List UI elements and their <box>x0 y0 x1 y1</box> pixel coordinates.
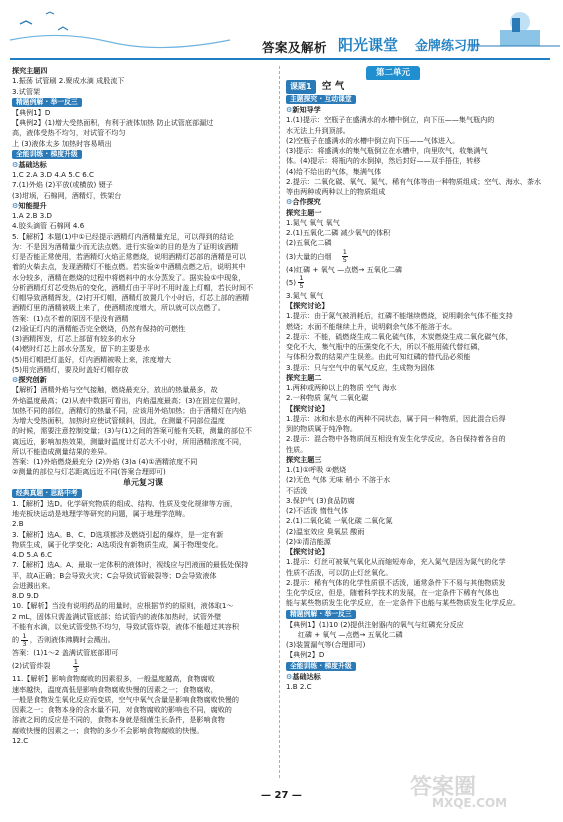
text-line: 灯是否能正常使用，若酒精灯火焰正常燃烧，说明酒精灯芯部的酒精是可以 <box>12 252 247 261</box>
text-line: 性质不活泼，可以防止灯丝氧化。 <box>286 567 393 577</box>
text-line: 【解析】酒精外焰与空气接触，燃烧最充分，放出的热量最多，故 <box>12 385 218 395</box>
watermark-url: MXQE.COM <box>432 796 508 810</box>
fraction <box>73 659 79 674</box>
text-line: 1.B 2.C <box>286 681 312 691</box>
section-tag: 全能训练 · 梯度升级 <box>12 150 82 159</box>
reaction-equation: 红磷 + 氧气 —点燃→ 五氧化二磷 <box>298 630 403 639</box>
text-line: (3)坩埚，石棉网，酒精灯，铁架台 <box>12 190 122 200</box>
fraction-numerator: 1 <box>299 274 304 283</box>
text-line: 7.【解析】选A。A、最取一定体积的液体时，视线应与凹液面的最低处保持 <box>12 560 249 570</box>
text-line: 燃烧；水面不能继续上升，说明剩余气体不能溶于水。 <box>286 321 457 331</box>
watermark-logo: 答案圈 <box>410 774 477 800</box>
text-line: 灯帽导致酒精挥发，(2)打开灯帽，酒精灯放置几个小时后，灯芯上部的酒精 <box>12 293 250 302</box>
text-line: 2.(1)二氧化硫 一氧化碳 二氧化氮 <box>286 516 393 526</box>
text-line: (2)①清洁能源 <box>286 536 331 546</box>
subsection-heading: ⚙ 探究创新 <box>12 375 47 385</box>
text-line: (2)不活泼 惰性气体 <box>286 506 348 515</box>
text-line: 为：不是因为酒精量少而无法点燃。进行实验②的目的是为了证明该酒精 <box>12 241 239 251</box>
text-line: 1.(1)提示：空瓶子在盛满水的水槽中倒立，向下压——集气瓶内的 <box>286 115 495 125</box>
text-line: 7.(1)外焰 (2)平放(或横放) 镊子 <box>12 180 113 190</box>
text-line: ②测量的部位与灯芯距离远近不同(答案合理即可) <box>12 467 166 477</box>
text-line: 【典例2】(1)增大受热面积，有利于液体加热 防止试管底部漏过 <box>12 118 214 127</box>
text-line: 2.提示：稀有气体的化学性质很不活泼，通常条件下不易与其他物质发 <box>286 577 506 587</box>
fraction-numerator: 1 <box>342 248 347 256</box>
text-line: 11.【解析】影响食物腐败的因素很多，一般温度越高，食物腐败 <box>12 674 215 684</box>
text-line: 水分较多，酒精在燃烧的过程中将燃料中的水分蒸发了。据实验①中现象， <box>12 272 246 282</box>
fraction-denominator: 5 <box>299 282 304 291</box>
text-line: 1.提示：由于氮气被消耗后，红磷不能继续燃烧，说明剩余气体不能支持 <box>286 311 513 321</box>
text-line: 速率越快，温度高低是影响食物腐败快慢的因素之一；食物腐败， <box>12 684 218 694</box>
text-line: 不能有水滴，以免试管受热不均匀，导致试管炸裂，液体不能超过其容积 <box>12 621 239 631</box>
text-line: 3.【解析】选A。B、C、D选项都涉及燃烧引起的爆炸，是一定有新 <box>12 529 224 539</box>
text-line: 能与某些物质发生化学反应，在一定条件下也能与某些物质发生化学反应。 <box>286 598 521 608</box>
left-column <box>12 66 274 746</box>
text-fragment: 的 <box>12 635 20 644</box>
text-line: 腐败快慢的因素之一；食物的多少不会影响食物腐败的快慢。 <box>12 725 204 735</box>
text-line: 10.【解析】当没有说明药品的用量时，应根据节约的原则，液体取1～ <box>12 601 234 611</box>
fraction-denominator: 3 <box>22 639 27 648</box>
text-fragment: (5) <box>286 277 297 287</box>
subsection-heading: ⚙ 新知导学 <box>286 105 321 115</box>
text-line: 1.C 2.A 3.D 4.A 5.C 6.C <box>12 170 94 179</box>
page-header <box>0 0 563 62</box>
reaction-equation: (4)红磷 + 氧气 —点燃→ 五氧化二磷 <box>286 264 403 274</box>
text-line: 【探究讨论】 <box>286 301 329 310</box>
unit-heading: 第二单元 <box>366 66 420 80</box>
text-line: 答案：(1)1～2 盖满试管底部即可 <box>12 648 119 657</box>
text-line: 性质。 <box>286 444 308 454</box>
right-column <box>286 66 551 692</box>
text-line: 12.C <box>12 735 29 745</box>
text-line: (2)空瓶子在盛满水的水槽中倒立向下压——气体进入。 <box>286 135 460 145</box>
text-line: 探究主题一 <box>286 207 322 217</box>
text-line: 到的物质属于纯净物。 <box>286 424 357 433</box>
text-line: 不活泼 <box>286 485 308 495</box>
fraction-numerator: 1 <box>22 632 27 640</box>
text-line: 加热不同的部位，酒精灯的热量不同，应该用外焰加热；由于酒精灯在内焰 <box>12 405 247 415</box>
text-line: 【典例1】D <box>12 107 51 117</box>
section-tag: 经典真题 · 思路中考 <box>12 489 82 498</box>
text-line: (5)用灯帽把灯盖好，灯内酒精被吸上来，浓度增大 <box>12 354 172 364</box>
fraction-denominator: 5 <box>342 256 347 264</box>
text-line: 2.一种物质 氮气 二氧化碳 <box>286 393 369 403</box>
text-line: 探究主题四 <box>12 66 48 75</box>
text-line: 2.提示：混合物中各物质间互相没有发生化学反应，各自保持着各自的 <box>286 434 506 444</box>
text-line: 2.(1)五氧化二磷 减少氧气的体积 <box>286 228 391 237</box>
fraction-numerator: 1 <box>73 658 78 666</box>
section-tag: 精题例解 · 举一反三 <box>12 98 82 107</box>
text-line: 一般是食物发生氧化反应而变质，空气中氧气含量是影响食物腐败快慢的 <box>12 694 239 704</box>
text-line: 8.D 9.D <box>12 591 39 600</box>
text-line: (4)给不给出的气体，集满气体 <box>286 166 382 176</box>
text-line: 4.胶头滴管 石棉网 4.6 <box>12 221 85 231</box>
column-divider <box>279 66 280 778</box>
text-line: (3)酒精挥发，灯芯上部留有较多的水分 <box>12 334 136 343</box>
text-line: 3.保护气 (3)食品防腐 <box>286 495 355 505</box>
text-line: 平，故A正确；B会导致火灾；C会导致试管破裂等；D会导致液体 <box>12 570 217 580</box>
text-line: 1.A 2.B 3.D <box>12 211 52 220</box>
fraction-denominator: 3 <box>73 665 78 674</box>
text-line: 探究主题二 <box>286 372 322 382</box>
text-line: 水无法上升到顶部。 <box>286 125 350 135</box>
text-line: 探究主题三 <box>286 454 322 464</box>
text-line: (2)温室效应 臭氧层 酸雨 <box>286 526 365 536</box>
text-line: 2.提示：不能，硫燃烧生成二氧化硫气体，木炭燃烧生成二氧化碳气体， <box>286 331 513 341</box>
text-line: 答案：(1)外焰燃烧最充分 (2)外焰 (3)a (4)①酒精浓度不同 <box>12 457 198 466</box>
text-line: 2.B <box>12 519 24 529</box>
text-line: 上 (3)液体太多 加热时容易喷出 <box>12 138 112 148</box>
text-line: 【探究讨论】 <box>286 403 329 413</box>
text-line: 1.【解析】选D。化学研究物质的组成、结构、性质及变化规律等方面， <box>12 498 238 508</box>
text-line: 答案：(1)点不着的原因不是没有酒精 <box>12 313 129 323</box>
subsection-heading: ⚙ 知能提升 <box>12 201 47 211</box>
text-line: 5.【解析】本题(1)中①已经提示酒精灯内酒精量充足，可以得到的结论 <box>12 231 234 241</box>
lesson-heading <box>286 80 551 94</box>
text-line: 1.提示：冰和水是水的两种不同状态，属于同一种物质，因此混合后得 <box>286 413 506 423</box>
text-line: 为增大受热面积，加热时应使试管倾斜，因此，在测量不同部位温度 <box>12 416 225 425</box>
text-line: 1.振荡 试管刷 2.聚成水滴 成股流下 <box>12 76 125 86</box>
text-line: 等由两种或两种以上的物质组成 <box>286 187 386 196</box>
text-line: (5)用完酒精灯，要及时盖好灯帽存放 <box>12 364 129 374</box>
header-brand: 阳光课堂 <box>338 36 399 54</box>
text-line: 1.提示：灯丝可被氧气氧化从而缩短寿命，充入氮气是因为氮气的化学 <box>286 557 506 567</box>
text-line: 4.D 5.A 6.C <box>12 550 53 559</box>
section-tag: 全能训练 · 梯度升级 <box>286 662 356 671</box>
fraction <box>298 275 304 290</box>
text-line: 1.氮气 氧气 氧气 <box>286 217 340 227</box>
lesson-badge: 课题1 <box>286 80 316 94</box>
text-line: 着的火柴去点，发现酒精灯不能点燃。若实验②中酒精点燃之后，说明其中 <box>12 262 246 272</box>
fraction <box>21 633 27 648</box>
text-line: 3.氮气 氧气 <box>286 290 324 300</box>
text-line: 3.试管架 <box>12 86 41 96</box>
text-line: 变化不大，集气瓶中的压强变化不大，所以不能用硫代替红磷， <box>286 342 485 351</box>
text-line: (2)无色 气体 无味 稍小 不溶于水 <box>286 475 391 485</box>
text-line: 离远近，影响加热效果，测量时温度计灯芯大不小时，所用酒精浓度不同， <box>12 436 247 446</box>
header-rule <box>10 58 550 60</box>
text-line: (3)提示：将盛满水的集气瓶倒立在水槽中，向里吹气，收集满气 <box>286 146 488 155</box>
section-tag: 主题探究 · 互动课堂 <box>286 95 356 104</box>
text-fragment: (3)大量的白烟 <box>286 251 332 261</box>
text-line: (2)五氧化二磷 <box>286 238 332 248</box>
text-line: 生化学反应，但是，随着科学技术的发展，在一定条件下稀有气体也 <box>286 588 499 597</box>
text-line: (2)验证灯内的酒精能否完全燃烧，仍然有保持的可燃性 <box>12 323 186 333</box>
text-line: 因素之一；食物本身的含水量不同，对食物腐败的影响也不同，腐败的 <box>12 705 232 714</box>
text-line: 高，液体受热不均匀，对试管不均匀 <box>12 128 126 138</box>
subsection-heading: ⚙ 基础达标 <box>286 672 321 682</box>
text-line: 所以不能造成测量结果的差异。 <box>12 446 112 456</box>
text-line: 分析酒精灯灯芯受热后的变化，酒精灯由于平时不用时盖上灯帽，若长时间不 <box>12 282 254 292</box>
text-line: 1.(1)①呼吸 ②燃烧 <box>286 465 347 474</box>
text-line: 1.两种或两种以上的物质 空气 海水 <box>286 383 397 392</box>
header-subtitle: 金牌练习册 <box>415 39 481 54</box>
text-line: 【典例1】(1)10 (2)提供注射器内的氧气与红磷充分反应 <box>286 619 464 629</box>
text-line: 物质生成，属于化学变化；A选项没有新物质生成，属于物理变化。 <box>12 539 223 549</box>
text-line: 会迸溅出来。 <box>12 580 55 590</box>
text-line: 地壳板块运动是地理学等研究的问题，属于地理学范畴。 <box>12 509 190 518</box>
text-fragment: (2)试管炸裂 <box>12 661 51 671</box>
unit-review-heading: 单元复习课 <box>123 477 163 487</box>
header-title: 答案及解析 <box>262 40 328 55</box>
text-line: 体。(4)提示：将瓶内的水倒掉，然后封好——双手捂住，转移 <box>286 156 481 166</box>
section-tag: 精题例解 · 举一反三 <box>286 610 356 619</box>
text-line: (3)装置漏气等(合理即可) <box>286 640 366 649</box>
page-number: — 27 — <box>261 790 302 801</box>
text-line: 2 mL，固体只需盖满试管底部；给试管内的液体加热时，试管外壁 <box>12 611 222 621</box>
text-line: 的时候，需要注意控制变量；(3)与(1)之间的答案可能有关联，测量的部位不 <box>12 426 253 436</box>
text-line: 【典例2】D <box>286 650 325 660</box>
text-line: 3.提示：只与空气中的氧气反应，生成物为固体 <box>286 362 435 372</box>
text-line: 【探究讨论】 <box>286 547 329 556</box>
text-line: 溶液之间的反应是不同的，食物本身就是细菌生长条件，是影响食物 <box>12 715 225 725</box>
subsection-heading: ⚙ 基础达标 <box>12 160 47 170</box>
fraction <box>342 249 348 264</box>
subsection-heading: ⚙ 合作探究 <box>286 197 321 207</box>
text-line: 2.提示：二氧化碳、氧气、氮气、稀有气体等由一种物质组成；空气、海水、茶水 <box>286 176 542 186</box>
text-line: 与体积分数的结果产生误差。由此可知红磷的替代品必须能 <box>286 352 471 362</box>
text-line: (4)燃时灯芯上部水分蒸发，留下的主要是水 <box>12 344 150 354</box>
text-fragment: ，否则液体沸腾时会溅出。 <box>29 635 115 644</box>
text-line: 酒精灯里的酒精被吸上来了，使酒精浓度增大，所以就可以点燃了。 <box>12 303 225 313</box>
lesson-title: 空 气 <box>321 81 345 92</box>
text-line: 外焰温度最高；(2)从表中数据可看出，内焰温度最高；(3)在固定位置时， <box>12 395 245 405</box>
